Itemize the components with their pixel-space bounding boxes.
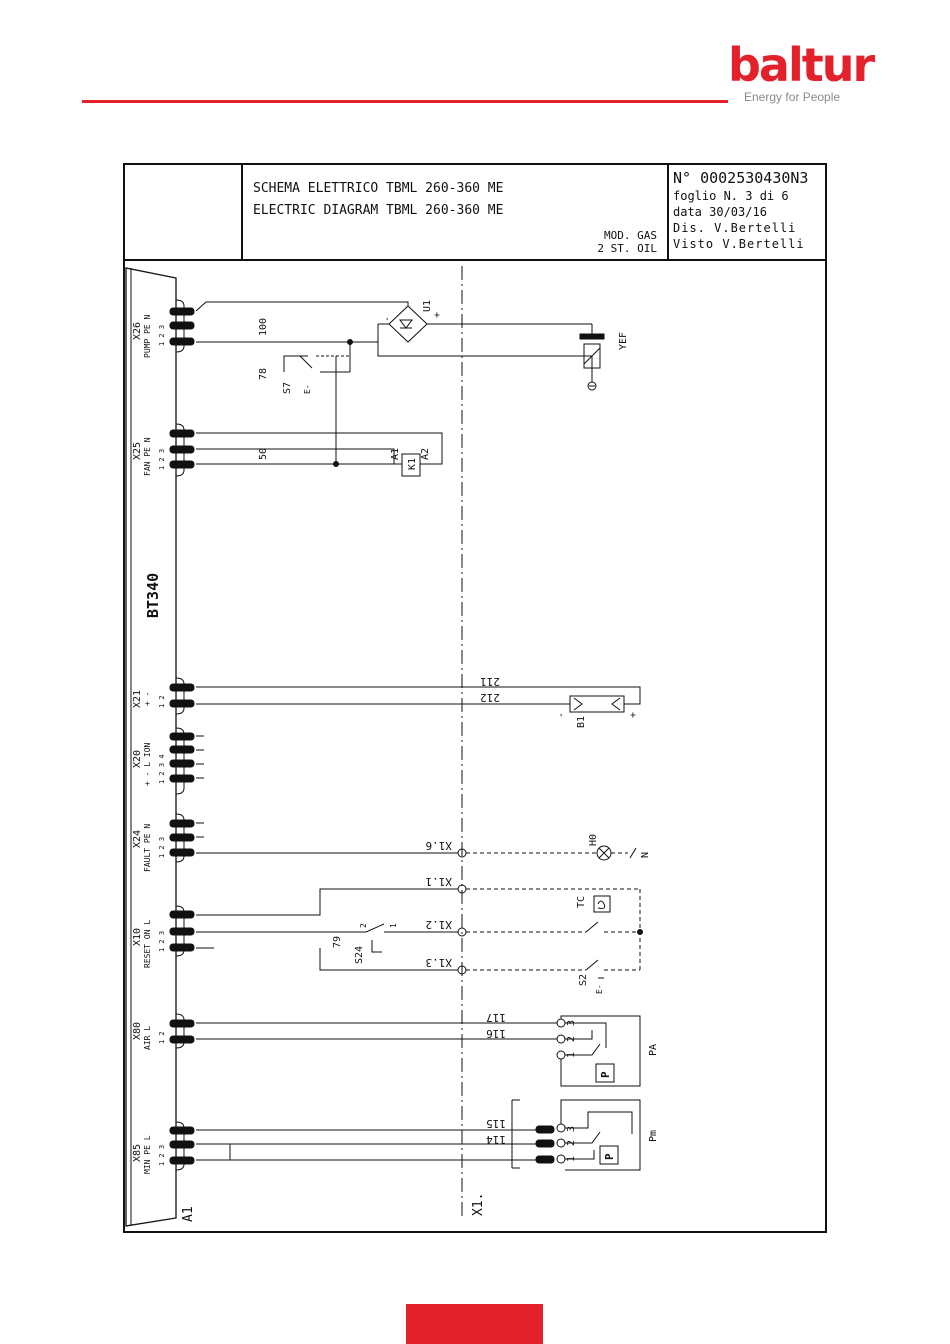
b1-circuit [196, 687, 640, 712]
label-pm-pin3: 3 [566, 1125, 577, 1132]
terminal-x1-6: X1.6 [425, 839, 452, 852]
label-s7-el: E- [303, 384, 312, 394]
connector-x80 [170, 1014, 194, 1048]
label-k1-a1: A1 [390, 447, 401, 460]
model-gas: MOD. GAS [604, 229, 657, 242]
terminal-x1-1: X1.1 [425, 875, 452, 888]
label-pa: PA [648, 1043, 659, 1056]
terminal-x1-2: X1.2 [425, 918, 452, 931]
logo-tagline: Energy for People [744, 90, 841, 104]
label-k1: K1 [407, 457, 418, 470]
label-x25: X25 [132, 441, 143, 460]
wire-115: 115 [486, 1117, 506, 1130]
label-s2-el: E- [595, 984, 604, 994]
label-s24-pin1: 1 [389, 923, 398, 928]
label-x26-desc: PUMP PE N [143, 314, 152, 358]
label-x85: X85 [132, 1143, 143, 1162]
wire-211: 211 [480, 675, 500, 688]
label-x10-pins: 1 2 3 [158, 930, 166, 952]
label-s2: S2 [578, 973, 589, 986]
label-b1-plus: + [628, 711, 639, 718]
label-pm-pin1: 1 [566, 1155, 577, 1162]
label-x80: X80 [132, 1021, 143, 1040]
wire-50: 50 [258, 447, 269, 460]
wire-79: 79 [332, 935, 343, 948]
label-x24: X24 [132, 829, 143, 848]
label-s7: S7 [282, 381, 293, 394]
label-s24-pin2: 2 [359, 923, 368, 928]
model-oil: 2 ST. OIL [597, 242, 657, 255]
label-pm-p: P [603, 1153, 616, 1160]
label-x24-pins: 1 2 3 [158, 836, 166, 858]
drawing-date: data 30/03/16 [673, 205, 767, 219]
label-s24: S24 [354, 945, 365, 964]
label-x25-pins: 1 2 3 [158, 448, 166, 470]
x20-stubs [196, 736, 204, 778]
terminal-x1-3: X1.3 [425, 956, 452, 969]
label-pa-pin2: 2 [566, 1035, 577, 1042]
label-b1-minus: - [556, 711, 567, 718]
label-x26: X26 [132, 321, 143, 340]
label-k1-a2: A2 [420, 447, 431, 460]
label-u1-plus: + [432, 311, 443, 318]
label-terminal-strip: X1. [471, 1192, 486, 1216]
label-x20-desc: + - L ION [143, 742, 152, 786]
wire-114: 114 [486, 1133, 506, 1146]
connector-x20 [170, 728, 194, 794]
title-english: ELECTRIC DIAGRAM TBML 260-360 ME [253, 203, 504, 218]
label-pm-pin2: 2 [566, 1139, 577, 1146]
connector-x85 [170, 1122, 194, 1170]
label-n: N [640, 851, 651, 858]
label-pa-pin1: 1 [566, 1051, 577, 1058]
connector-x21 [170, 678, 194, 714]
label-x85-desc: MIN PE L [143, 1135, 152, 1174]
label-x21: X21 [132, 689, 143, 708]
label-pa-pin3: 3 [566, 1019, 577, 1026]
drawing-number: N° 0002530430N3 [673, 169, 809, 187]
label-u1-minus: - [382, 315, 393, 322]
connector-x26 [170, 300, 194, 352]
label-x26-pins: 1 2 3 [158, 324, 166, 346]
label-a1-board: A1 [181, 1206, 196, 1222]
label-x21-desc: + - [143, 691, 152, 706]
wire-100: 100 [258, 317, 269, 336]
label-u1: U1 [422, 299, 433, 312]
label-b1: B1 [576, 715, 587, 728]
label-x21-pins: 1 2 [158, 695, 166, 708]
wire-116: 116 [486, 1027, 506, 1040]
label-pa-p: P [599, 1071, 612, 1078]
label-bt340: BT340 [144, 572, 162, 618]
title-italian: SCHEMA ELETTRICO TBML 260-360 ME [253, 181, 504, 196]
label-x24-desc: FAULT PE N [143, 823, 152, 872]
connector-x24 [170, 814, 194, 862]
label-x25-desc: FAN PE N [143, 437, 152, 476]
drawn-by: Dis. V.Bertelli [673, 221, 797, 235]
wire-212: 212 [480, 691, 500, 704]
label-tc: TC [576, 895, 587, 908]
label-x85-pins: 1 2 3 [158, 1144, 166, 1166]
page-tab [406, 1304, 543, 1344]
wire-117: 117 [486, 1011, 506, 1024]
label-x80-desc: AIR L [143, 1025, 152, 1050]
connector-x25 [170, 424, 194, 476]
fan-circuit [196, 433, 442, 476]
label-x20: X20 [132, 749, 143, 768]
label-x80-pins: 1 2 [158, 1031, 166, 1044]
label-yef: YEF [618, 331, 629, 350]
connector-x10 [170, 906, 194, 956]
label-x10-desc: RESET ON L [143, 919, 152, 968]
label-x20-pins: 1 2 3 4 [158, 754, 166, 784]
fault-circuit [196, 823, 636, 860]
sheet-number: foglio N. 3 di 6 [673, 189, 789, 203]
label-x10: X10 [132, 927, 143, 946]
wire-78: 78 [258, 367, 269, 380]
label-h0: H0 [588, 833, 599, 846]
logo-wordmark: baltur [728, 38, 874, 92]
label-pm: Pm [648, 1129, 659, 1142]
checked-by: Visto V.Bertelli [673, 237, 805, 251]
